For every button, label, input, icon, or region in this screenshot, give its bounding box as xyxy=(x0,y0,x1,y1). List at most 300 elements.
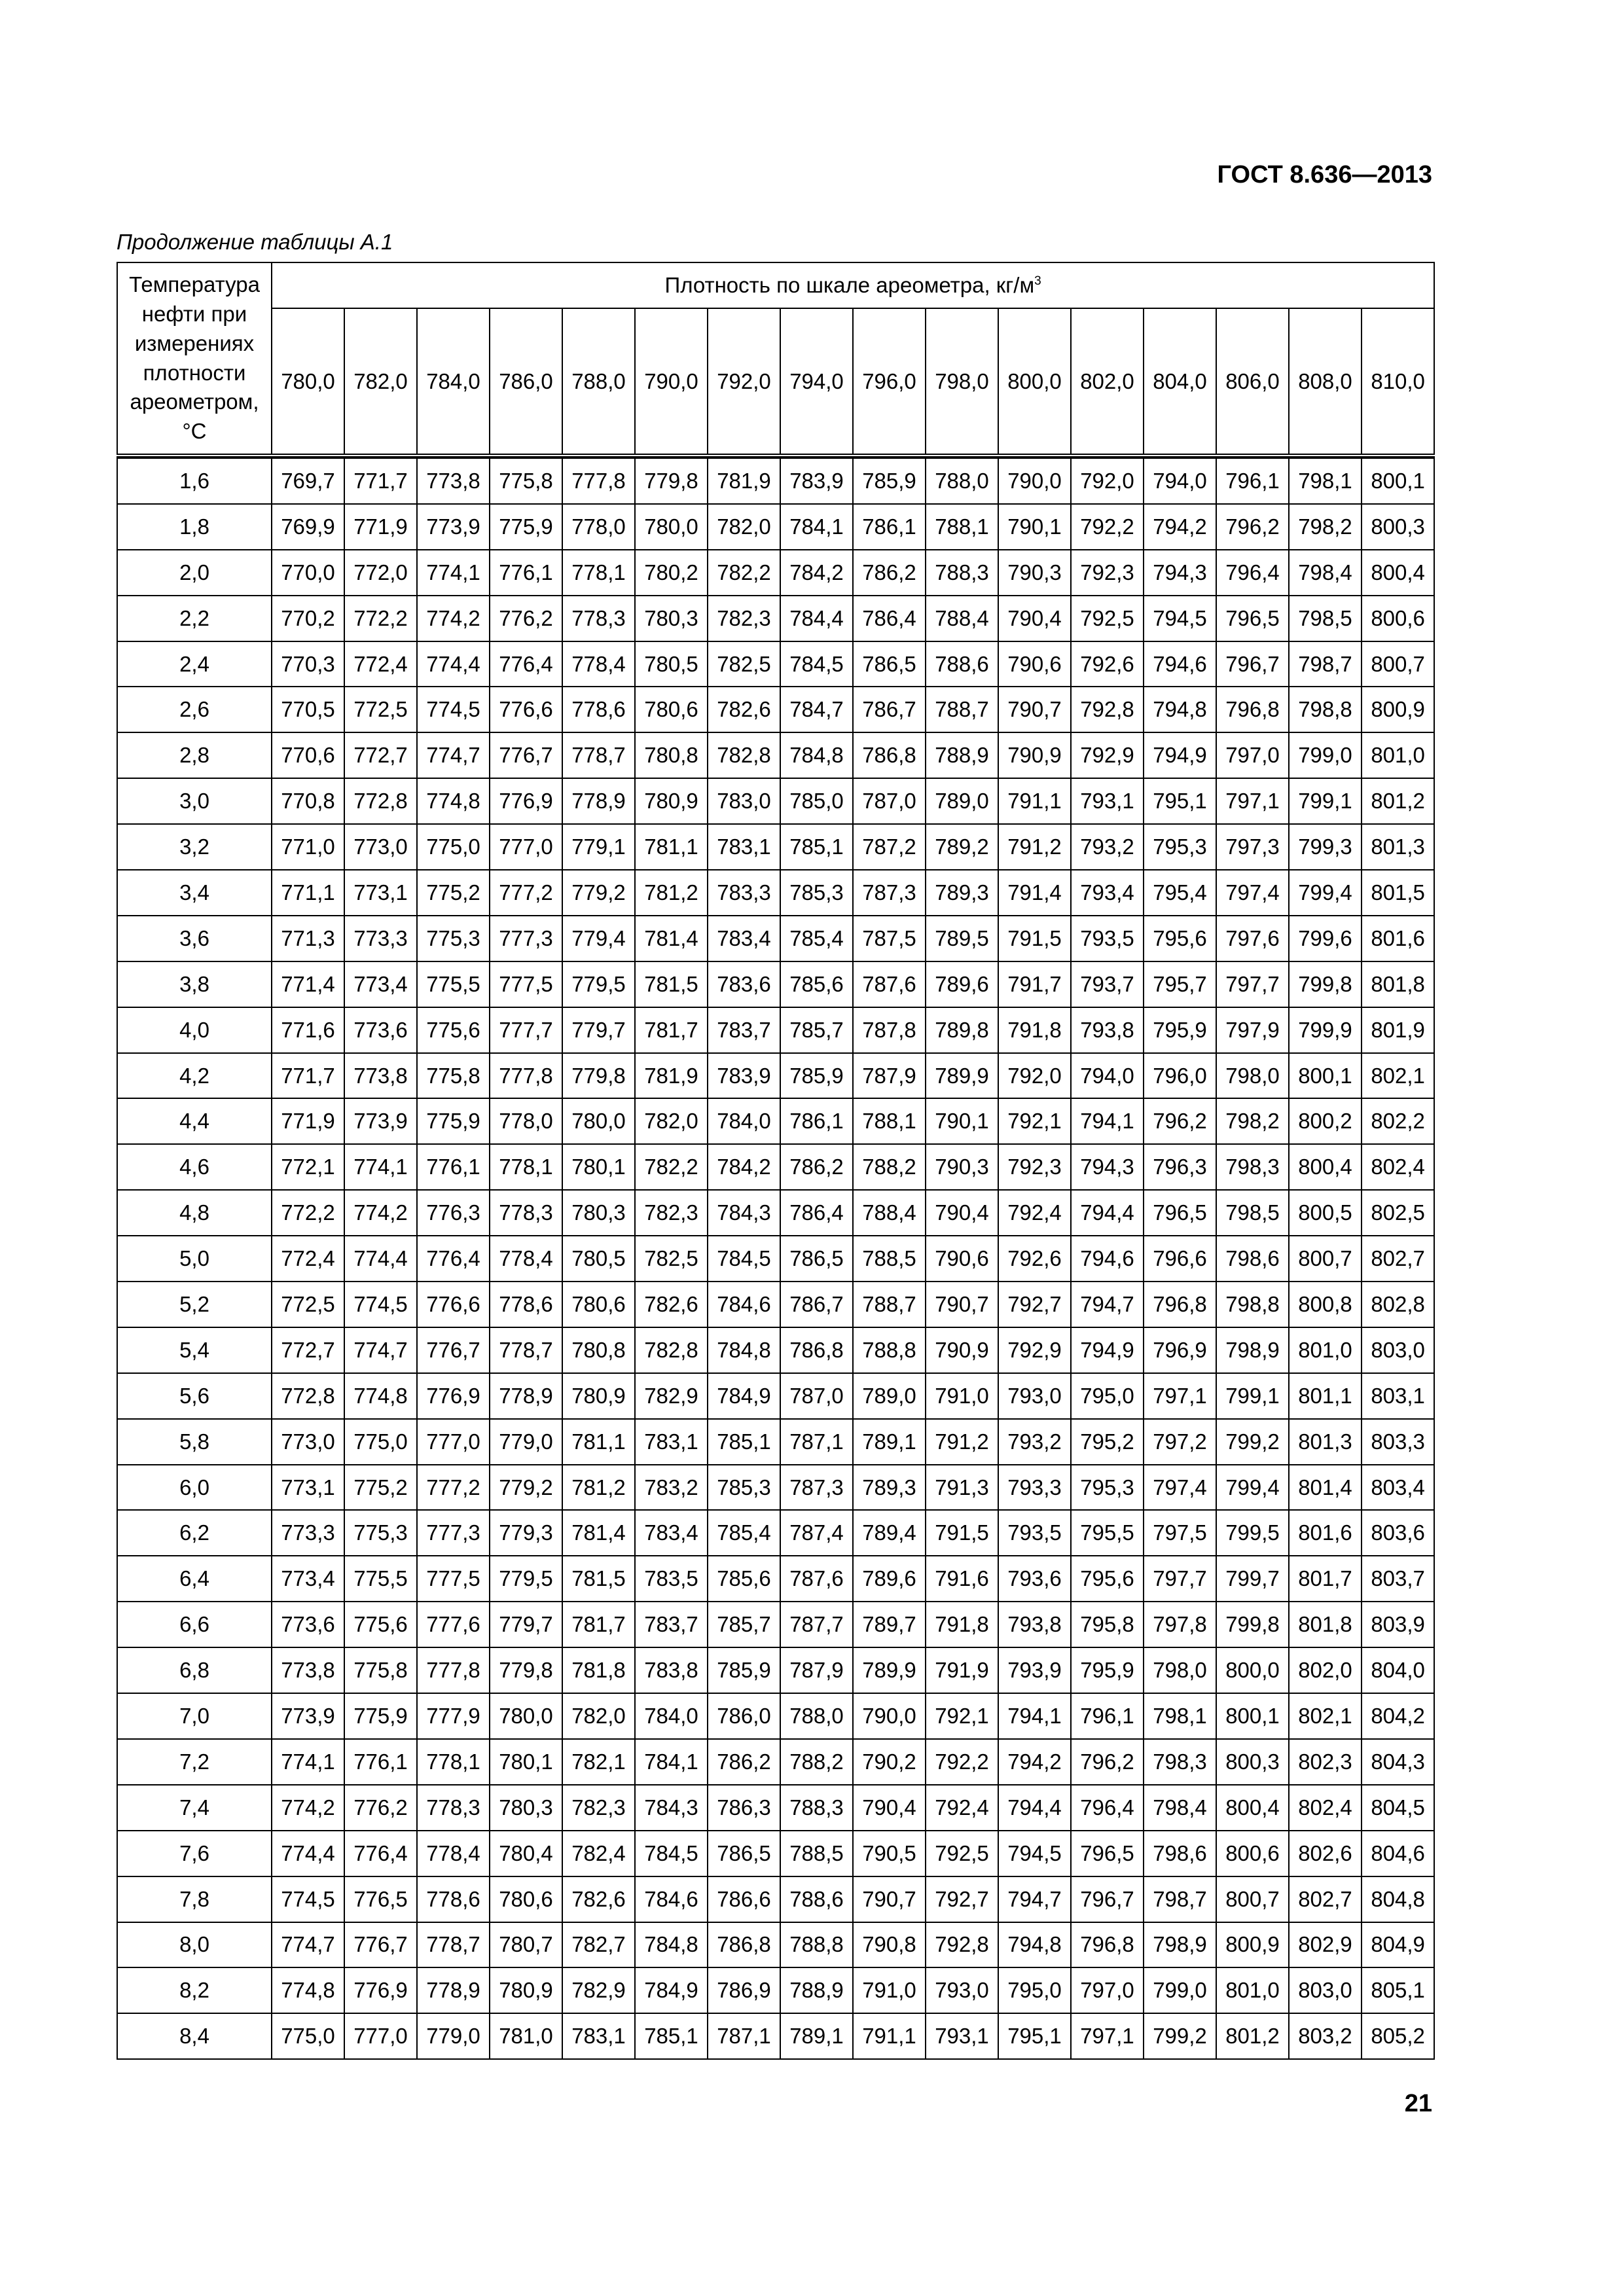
temperature-cell: 3,8 xyxy=(117,961,272,1007)
density-cell: 798,1 xyxy=(1289,458,1362,504)
density-cell: 798,5 xyxy=(1216,1190,1289,1236)
density-cell: 792,2 xyxy=(926,1739,998,1785)
density-cell: 788,7 xyxy=(926,687,998,732)
density-cell: 796,8 xyxy=(1216,687,1289,732)
density-cell: 795,6 xyxy=(1071,1556,1144,1602)
temperature-cell: 7,4 xyxy=(117,1785,272,1831)
density-cell: 769,7 xyxy=(272,458,344,504)
temperature-cell: 3,4 xyxy=(117,870,272,916)
density-cell: 790,0 xyxy=(998,458,1071,504)
density-cell: 794,4 xyxy=(998,1785,1071,1831)
density-cell: 776,7 xyxy=(417,1327,490,1373)
density-cell: 780,9 xyxy=(562,1373,635,1419)
density-cell: 784,9 xyxy=(635,1967,708,2013)
table-row xyxy=(117,1876,1434,1922)
table-row xyxy=(117,1419,1434,1465)
density-cell: 803,6 xyxy=(1362,1510,1434,1556)
density-cell: 795,2 xyxy=(1071,1419,1144,1465)
temperature-cell: 8,4 xyxy=(117,2013,272,2059)
density-cell: 774,8 xyxy=(272,1967,344,2013)
density-cell: 794,9 xyxy=(1144,732,1216,778)
density-cell: 786,7 xyxy=(780,1282,853,1327)
density-cell: 797,1 xyxy=(1144,1373,1216,1419)
density-cell: 788,5 xyxy=(853,1236,926,1282)
density-cell: 798,4 xyxy=(1144,1785,1216,1831)
density-cell: 777,9 xyxy=(417,1693,490,1739)
density-cell: 790,0 xyxy=(853,1693,926,1739)
density-cell: 799,1 xyxy=(1289,778,1362,824)
density-cell: 789,9 xyxy=(853,1647,926,1693)
density-cell: 801,8 xyxy=(1289,1602,1362,1647)
density-cell: 805,2 xyxy=(1362,2013,1434,2059)
density-cell: 794,8 xyxy=(998,1922,1071,1968)
density-cell: 788,6 xyxy=(926,641,998,687)
density-cell: 786,8 xyxy=(780,1327,853,1373)
density-cell: 788,1 xyxy=(926,504,998,550)
density-cell: 780,3 xyxy=(490,1785,562,1831)
density-cell: 793,0 xyxy=(926,1967,998,2013)
density-cell: 770,2 xyxy=(272,596,344,641)
density-cell: 793,8 xyxy=(1071,1007,1144,1053)
density-cell: 773,0 xyxy=(344,824,417,870)
density-cell: 801,2 xyxy=(1216,2013,1289,2059)
density-cell: 796,2 xyxy=(1216,504,1289,550)
density-cell: 795,1 xyxy=(998,2013,1071,2059)
table-row xyxy=(117,1465,1434,1511)
density-cell: 789,6 xyxy=(926,961,998,1007)
density-cell: 774,8 xyxy=(344,1373,417,1419)
density-cell: 798,5 xyxy=(1289,596,1362,641)
density-cell: 772,4 xyxy=(344,641,417,687)
temperature-cell: 7,2 xyxy=(117,1739,272,1785)
density-cell: 789,1 xyxy=(780,2013,853,2059)
density-cell: 803,2 xyxy=(1289,2013,1362,2059)
density-cell: 797,2 xyxy=(1144,1419,1216,1465)
density-cell: 796,2 xyxy=(1144,1098,1216,1144)
density-cell: 785,9 xyxy=(853,458,926,504)
density-cell: 783,5 xyxy=(635,1556,708,1602)
density-cell: 782,6 xyxy=(562,1876,635,1922)
density-cell: 798,9 xyxy=(1144,1922,1216,1968)
density-cell: 797,4 xyxy=(1144,1465,1216,1511)
density-cell: 796,0 xyxy=(1144,1053,1216,1099)
density-cell: 776,2 xyxy=(344,1785,417,1831)
density-cell: 781,1 xyxy=(562,1419,635,1465)
density-cell: 794,3 xyxy=(1071,1144,1144,1190)
density-cell: 786,8 xyxy=(853,732,926,778)
density-cell: 799,3 xyxy=(1289,824,1362,870)
density-cell: 784,2 xyxy=(780,550,853,596)
density-cell: 804,5 xyxy=(1362,1785,1434,1831)
density-cell: 773,0 xyxy=(272,1419,344,1465)
density-cell: 786,5 xyxy=(853,641,926,687)
density-cell: 801,3 xyxy=(1289,1419,1362,1465)
density-cell: 795,0 xyxy=(1071,1373,1144,1419)
density-column-header: 802,0 xyxy=(1071,308,1144,456)
density-cell: 795,4 xyxy=(1144,870,1216,916)
density-cell: 779,3 xyxy=(490,1510,562,1556)
density-cell: 785,6 xyxy=(780,961,853,1007)
density-cell: 802,9 xyxy=(1289,1922,1362,1968)
density-cell: 799,2 xyxy=(1144,2013,1216,2059)
density-cell: 789,2 xyxy=(926,824,998,870)
density-cell: 799,5 xyxy=(1216,1510,1289,1556)
density-cell: 787,8 xyxy=(853,1007,926,1053)
density-cell: 804,2 xyxy=(1362,1693,1434,1739)
density-cell: 784,4 xyxy=(780,596,853,641)
density-cell: 778,7 xyxy=(490,1327,562,1373)
density-column-header: 796,0 xyxy=(853,308,926,456)
density-cell: 790,4 xyxy=(926,1190,998,1236)
density-cell: 788,3 xyxy=(926,550,998,596)
density-cell: 793,9 xyxy=(998,1647,1071,1693)
temperature-cell: 2,2 xyxy=(117,596,272,641)
density-cell: 791,0 xyxy=(926,1373,998,1419)
density-cell: 796,1 xyxy=(1071,1693,1144,1739)
density-cell: 788,6 xyxy=(780,1876,853,1922)
density-cell: 802,4 xyxy=(1289,1785,1362,1831)
density-cell: 797,0 xyxy=(1216,732,1289,778)
density-cell: 788,2 xyxy=(853,1144,926,1190)
temperature-cell: 7,8 xyxy=(117,1876,272,1922)
density-cell: 791,2 xyxy=(926,1419,998,1465)
density-cell: 790,6 xyxy=(926,1236,998,1282)
density-cell: 789,8 xyxy=(926,1007,998,1053)
density-cell: 788,8 xyxy=(780,1922,853,1968)
density-cell: 773,4 xyxy=(344,961,417,1007)
density-cell: 783,4 xyxy=(708,916,780,961)
temperature-cell: 5,6 xyxy=(117,1373,272,1419)
density-cell: 775,5 xyxy=(417,961,490,1007)
density-cell: 793,8 xyxy=(998,1602,1071,1647)
density-cell: 802,6 xyxy=(1289,1831,1362,1876)
density-cell: 772,4 xyxy=(272,1236,344,1282)
density-cell: 772,2 xyxy=(344,596,417,641)
density-cell: 780,9 xyxy=(490,1967,562,2013)
density-cell: 792,6 xyxy=(1071,641,1144,687)
density-cell: 782,5 xyxy=(635,1236,708,1282)
density-cell: 782,3 xyxy=(562,1785,635,1831)
density-cell: 792,8 xyxy=(926,1922,998,1968)
density-cell: 795,1 xyxy=(1144,778,1216,824)
density-cell: 793,7 xyxy=(1071,961,1144,1007)
density-column-header: 792,0 xyxy=(708,308,780,456)
density-cell: 771,7 xyxy=(272,1053,344,1099)
density-column-header: 794,0 xyxy=(780,308,853,456)
density-cell: 780,3 xyxy=(562,1190,635,1236)
density-column-header: 782,0 xyxy=(344,308,417,456)
density-cell: 787,3 xyxy=(853,870,926,916)
density-cell: 793,5 xyxy=(998,1510,1071,1556)
density-cell: 783,9 xyxy=(708,1053,780,1099)
density-cell: 783,9 xyxy=(780,458,853,504)
table-row xyxy=(117,687,1434,732)
temperature-cell: 6,0 xyxy=(117,1465,272,1511)
density-cell: 792,1 xyxy=(926,1693,998,1739)
density-cell: 780,5 xyxy=(562,1236,635,1282)
density-cell: 783,7 xyxy=(635,1602,708,1647)
density-cell: 790,1 xyxy=(926,1098,998,1144)
density-cell: 794,5 xyxy=(998,1831,1071,1876)
density-cell: 782,9 xyxy=(562,1967,635,2013)
density-cell: 776,7 xyxy=(344,1922,417,1968)
density-cell: 787,9 xyxy=(853,1053,926,1099)
density-cell: 784,3 xyxy=(635,1785,708,1831)
density-column-header: 806,0 xyxy=(1216,308,1289,456)
density-cell: 780,2 xyxy=(635,550,708,596)
density-cell: 795,3 xyxy=(1071,1465,1144,1511)
density-cell: 799,7 xyxy=(1216,1556,1289,1602)
density-cell: 793,4 xyxy=(1071,870,1144,916)
density-cell: 789,3 xyxy=(853,1465,926,1511)
density-cell: 775,2 xyxy=(344,1465,417,1511)
density-cell: 788,3 xyxy=(780,1785,853,1831)
table-row xyxy=(117,596,1434,641)
density-cell: 789,6 xyxy=(853,1556,926,1602)
density-cell: 797,0 xyxy=(1071,1967,1144,2013)
density-cell: 796,9 xyxy=(1144,1327,1216,1373)
temperature-cell: 1,8 xyxy=(117,504,272,550)
density-cell: 781,9 xyxy=(635,1053,708,1099)
density-cell: 773,1 xyxy=(272,1465,344,1511)
table-caption: Продолжение таблицы А.1 xyxy=(117,230,393,254)
density-cell: 786,5 xyxy=(708,1831,780,1876)
density-cell: 786,6 xyxy=(708,1876,780,1922)
density-cell: 796,7 xyxy=(1216,641,1289,687)
density-cell: 784,7 xyxy=(780,687,853,732)
density-cell: 785,4 xyxy=(780,916,853,961)
density-cell: 781,0 xyxy=(490,2013,562,2059)
density-cell: 777,8 xyxy=(417,1647,490,1693)
density-cell: 784,8 xyxy=(635,1922,708,1968)
density-unit-exponent: 3 xyxy=(1034,274,1041,289)
density-cell: 789,7 xyxy=(853,1602,926,1647)
density-cell: 786,8 xyxy=(708,1922,780,1968)
density-cell: 785,4 xyxy=(708,1510,780,1556)
table-row xyxy=(117,1053,1434,1099)
density-cell: 774,4 xyxy=(417,641,490,687)
density-cell: 785,9 xyxy=(780,1053,853,1099)
density-cell: 778,6 xyxy=(490,1282,562,1327)
table-row xyxy=(117,1922,1434,1968)
density-cell: 799,1 xyxy=(1216,1373,1289,1419)
density-cell: 784,0 xyxy=(708,1098,780,1144)
density-cell: 780,4 xyxy=(490,1831,562,1876)
density-cell: 804,9 xyxy=(1362,1922,1434,1968)
density-cell: 780,8 xyxy=(635,732,708,778)
table-row xyxy=(117,1510,1434,1556)
density-cell: 772,8 xyxy=(344,778,417,824)
density-cell: 794,9 xyxy=(1071,1327,1144,1373)
density-cell: 796,8 xyxy=(1144,1282,1216,1327)
density-cell: 788,1 xyxy=(853,1098,926,1144)
density-cell: 804,8 xyxy=(1362,1876,1434,1922)
density-cell: 783,6 xyxy=(708,961,780,1007)
density-cell: 775,0 xyxy=(417,824,490,870)
density-cell: 775,5 xyxy=(344,1556,417,1602)
temperature-cell: 8,2 xyxy=(117,1967,272,2013)
density-cell: 776,4 xyxy=(344,1831,417,1876)
table-row xyxy=(117,504,1434,550)
density-cell: 778,4 xyxy=(562,641,635,687)
density-cell: 771,3 xyxy=(272,916,344,961)
density-cell: 771,0 xyxy=(272,824,344,870)
density-cell: 774,5 xyxy=(344,1282,417,1327)
density-cell: 771,4 xyxy=(272,961,344,1007)
density-cell: 803,7 xyxy=(1362,1556,1434,1602)
density-cell: 800,6 xyxy=(1362,596,1434,641)
density-cell: 780,3 xyxy=(635,596,708,641)
density-cell: 790,2 xyxy=(853,1739,926,1785)
density-cell: 778,7 xyxy=(417,1922,490,1968)
table-row xyxy=(117,1602,1434,1647)
density-cell: 799,0 xyxy=(1289,732,1362,778)
density-cell: 779,2 xyxy=(490,1465,562,1511)
density-cell: 775,2 xyxy=(417,870,490,916)
density-cell: 798,3 xyxy=(1216,1144,1289,1190)
density-cell: 800,3 xyxy=(1362,504,1434,550)
density-cell: 781,7 xyxy=(562,1602,635,1647)
table-row xyxy=(117,1007,1434,1053)
density-cell: 790,3 xyxy=(998,550,1071,596)
density-cell: 779,8 xyxy=(490,1647,562,1693)
density-cell: 790,8 xyxy=(853,1922,926,1968)
density-cell: 791,5 xyxy=(926,1510,998,1556)
density-values-header-row xyxy=(117,308,1434,456)
density-cell: 789,9 xyxy=(926,1053,998,1099)
density-cell: 775,8 xyxy=(490,458,562,504)
density-cell: 781,8 xyxy=(562,1647,635,1693)
temperature-cell: 2,0 xyxy=(117,550,272,596)
density-cell: 783,1 xyxy=(635,1419,708,1465)
temperature-cell: 4,0 xyxy=(117,1007,272,1053)
density-cell: 777,6 xyxy=(417,1602,490,1647)
density-cell: 782,9 xyxy=(635,1373,708,1419)
density-cell: 790,1 xyxy=(998,504,1071,550)
density-cell: 772,1 xyxy=(272,1144,344,1190)
density-cell: 782,1 xyxy=(562,1739,635,1785)
density-cell: 778,9 xyxy=(562,778,635,824)
density-cell: 783,1 xyxy=(562,2013,635,2059)
density-cell: 783,3 xyxy=(708,870,780,916)
density-cell: 776,9 xyxy=(417,1373,490,1419)
density-cell: 773,3 xyxy=(344,916,417,961)
density-cell: 798,2 xyxy=(1216,1098,1289,1144)
table-row xyxy=(117,870,1434,916)
density-cell: 802,7 xyxy=(1289,1876,1362,1922)
density-cell: 797,8 xyxy=(1144,1602,1216,1647)
density-cell: 772,8 xyxy=(272,1373,344,1419)
density-cell: 787,1 xyxy=(708,2013,780,2059)
density-cell: 801,9 xyxy=(1362,1007,1434,1053)
density-cell: 781,4 xyxy=(635,916,708,961)
density-cell: 794,8 xyxy=(1144,687,1216,732)
temperature-cell: 4,2 xyxy=(117,1053,272,1099)
density-cell: 771,6 xyxy=(272,1007,344,1053)
density-cell: 777,8 xyxy=(490,1053,562,1099)
density-cell: 801,0 xyxy=(1362,732,1434,778)
density-cell: 778,1 xyxy=(490,1144,562,1190)
density-cell: 783,7 xyxy=(708,1007,780,1053)
density-cell: 793,2 xyxy=(998,1419,1071,1465)
density-cell: 784,1 xyxy=(780,504,853,550)
density-cell: 775,6 xyxy=(417,1007,490,1053)
density-cell: 784,2 xyxy=(708,1144,780,1190)
density-cell: 776,7 xyxy=(490,732,562,778)
density-cell: 790,9 xyxy=(998,732,1071,778)
density-cell: 774,7 xyxy=(272,1922,344,1968)
density-cell: 788,4 xyxy=(926,596,998,641)
density-cell: 786,2 xyxy=(853,550,926,596)
density-cell: 784,8 xyxy=(708,1327,780,1373)
density-cell: 791,7 xyxy=(998,961,1071,1007)
density-cell: 795,3 xyxy=(1144,824,1216,870)
density-cell: 794,7 xyxy=(998,1876,1071,1922)
density-cell: 785,1 xyxy=(780,824,853,870)
table-row xyxy=(117,1647,1434,1693)
density-cell: 795,8 xyxy=(1071,1602,1144,1647)
table-row xyxy=(117,550,1434,596)
density-cell: 782,6 xyxy=(635,1282,708,1327)
density-cell: 775,0 xyxy=(344,1419,417,1465)
density-cell: 778,3 xyxy=(562,596,635,641)
temperature-cell: 4,8 xyxy=(117,1190,272,1236)
density-cell: 796,3 xyxy=(1144,1144,1216,1190)
density-cell: 780,0 xyxy=(635,504,708,550)
density-cell: 801,5 xyxy=(1362,870,1434,916)
density-cell: 777,0 xyxy=(490,824,562,870)
density-cell: 775,9 xyxy=(417,1098,490,1144)
density-cell: 773,8 xyxy=(272,1647,344,1693)
density-cell: 787,4 xyxy=(780,1510,853,1556)
density-cell: 782,0 xyxy=(708,504,780,550)
density-cell: 779,5 xyxy=(490,1556,562,1602)
density-cell: 777,3 xyxy=(490,916,562,961)
density-cell: 773,9 xyxy=(417,504,490,550)
density-cell: 788,9 xyxy=(780,1967,853,2013)
density-cell: 780,1 xyxy=(490,1739,562,1785)
density-cell: 789,1 xyxy=(853,1419,926,1465)
density-cell: 780,6 xyxy=(490,1876,562,1922)
density-cell: 796,5 xyxy=(1216,596,1289,641)
density-cell: 777,3 xyxy=(417,1510,490,1556)
density-cell: 790,4 xyxy=(853,1785,926,1831)
density-cell: 774,7 xyxy=(417,732,490,778)
density-cell: 776,9 xyxy=(344,1967,417,2013)
density-cell: 794,0 xyxy=(1071,1053,1144,1099)
density-column-header: 788,0 xyxy=(562,308,635,456)
density-cell: 792,4 xyxy=(926,1785,998,1831)
density-cell: 779,2 xyxy=(562,870,635,916)
density-cell: 791,1 xyxy=(853,2013,926,2059)
density-cell: 797,3 xyxy=(1216,824,1289,870)
temperature-cell: 7,6 xyxy=(117,1831,272,1876)
density-cell: 800,7 xyxy=(1362,641,1434,687)
density-cell: 778,3 xyxy=(490,1190,562,1236)
density-cell: 772,0 xyxy=(344,550,417,596)
density-cell: 783,8 xyxy=(635,1647,708,1693)
density-cell: 776,9 xyxy=(490,778,562,824)
density-cell: 771,7 xyxy=(344,458,417,504)
density-cell: 780,1 xyxy=(562,1144,635,1190)
density-cell: 794,2 xyxy=(1144,504,1216,550)
density-cell: 799,8 xyxy=(1216,1602,1289,1647)
density-cell: 800,5 xyxy=(1289,1190,1362,1236)
temperature-cell: 8,0 xyxy=(117,1922,272,1968)
temperature-cell: 7,0 xyxy=(117,1693,272,1739)
density-cell: 776,1 xyxy=(490,550,562,596)
density-cell: 774,4 xyxy=(344,1236,417,1282)
